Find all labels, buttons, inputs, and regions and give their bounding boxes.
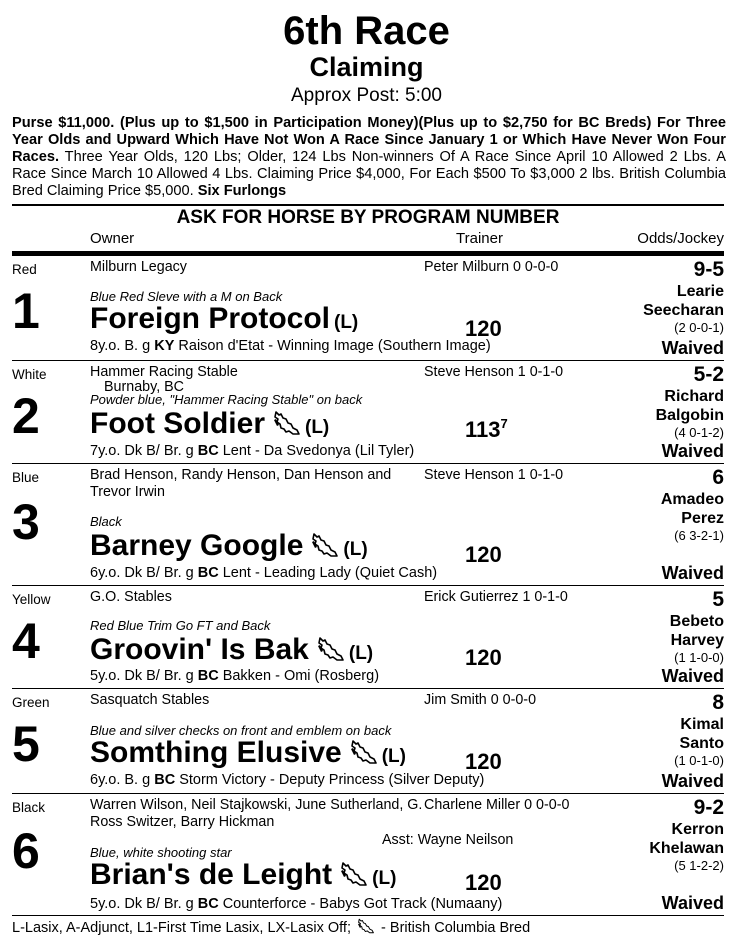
apprentice-allowance: 7 [500, 416, 508, 431]
age-sex: 7y.o. Dk B/ Br. g [90, 443, 198, 459]
horse-line [90, 407, 329, 441]
odds-jockey [670, 588, 724, 665]
entry-divider [12, 915, 724, 916]
program-number: 1 [12, 283, 40, 339]
horse-name: Barney Google [90, 529, 304, 562]
silks: Blue Red Sleve with a M on Back [90, 289, 283, 304]
medication: (L) [381, 746, 406, 767]
owner: Warren Wilson, Neil Stajkowski, June Sutherland, G. Ross Switzer, Barry Hickman [90, 797, 423, 830]
owner: Brad Henson, Randy Henson, Dan Henson and Trevor Irwin [90, 467, 392, 500]
column-owner: Owner [90, 230, 135, 247]
silks: Blue, white shooting star [90, 845, 232, 860]
breeding [90, 443, 414, 460]
horse-line [90, 529, 368, 563]
age-sex: 6y.o. Dk B/ Br. g [90, 565, 198, 581]
silks: Blue and silver checks on front and emblem on back [90, 723, 392, 738]
weight-value: 120 [465, 645, 502, 670]
jockey-record: (1 0-1-0) [674, 753, 724, 768]
breeding [90, 896, 502, 913]
horse-line [90, 736, 406, 770]
legend-text: L-Lasix, A-Adjunct, L1-First Time Lasix, LX-Lasix Off; [12, 920, 351, 936]
age-sex: 5y.o. Dk B/ Br. g [90, 896, 198, 912]
jockey-last-name: Perez [681, 510, 724, 527]
jockey-record: (6 3-2-1) [674, 528, 724, 543]
jockey-first-name: Bebeto [669, 613, 724, 630]
conditions-purse: Purse $11,000. (Plus up to $1,500 in Participation Money)(Plus up to $2,750 for BC Breds) For Three Year Olds and Upward Which Have Not Won A Race Since January 1 or Which Have Never Won Four Races. [12, 115, 726, 165]
owner: Milburn Legacy [90, 259, 187, 275]
age-sex: 6y.o. B. g [90, 772, 155, 788]
saddle-color: Black [12, 800, 46, 815]
column-odds-jockey: Odds/Jockey [637, 230, 724, 247]
saddle-color: Red [12, 262, 37, 277]
claim-status: Waived [661, 771, 724, 791]
jockey-first-name: Kerron [671, 821, 724, 838]
weight-value: 120 [465, 749, 502, 774]
jockey-first-name: Kimal [680, 716, 724, 733]
claim-status: Waived [661, 338, 724, 358]
claim-status: Waived [661, 563, 724, 583]
horse-name: Foot Soldier [90, 407, 265, 440]
trainer: Steve Henson 1 0-1-0 [424, 364, 564, 380]
breeding [90, 565, 437, 582]
column-trainer: Trainer [456, 230, 503, 247]
morning-line-odds: 9-2 [693, 796, 724, 819]
program-number: 6 [12, 823, 40, 879]
saddle-color: Yellow [12, 592, 51, 607]
claim-status: Waived [661, 441, 724, 461]
horse-name: Brian's de Leight [90, 858, 333, 891]
horse-name: Foreign Protocol [90, 302, 330, 335]
race-title: 6th Race [283, 9, 450, 53]
medication: (L) [348, 643, 374, 664]
weight-value: 120 [465, 870, 502, 895]
breeding [90, 338, 491, 355]
race-type: Claiming [309, 52, 424, 82]
program-number: 2 [12, 388, 40, 444]
jockey-record: (1 1-0-0) [674, 650, 724, 665]
weight-value: 113 [465, 417, 501, 442]
horse-line [90, 633, 373, 667]
owner: Sasquatch Stables [90, 692, 210, 708]
state-bred: BC [197, 896, 219, 912]
claim-status: Waived [661, 666, 724, 686]
owner: G.O. Stables [90, 589, 172, 605]
jockey-record: (4 0-1-2) [674, 425, 724, 440]
jockey-last-name: Khelawan [649, 840, 724, 857]
jockey-last-name: Santo [679, 735, 724, 752]
trainer: Steve Henson 1 0-1-0 [424, 467, 564, 483]
odds-jockey [661, 466, 724, 543]
jockey-last-name: Seecharan [643, 302, 724, 319]
bc-icon [340, 861, 368, 887]
trainer: Peter Milburn 0 0-0-0 [424, 259, 559, 275]
legend-bc-text: - British Columbia Bred [377, 920, 531, 936]
saddle-color: Blue [12, 470, 40, 485]
program-number: 4 [12, 613, 40, 669]
trainer: Erick Gutierrez 1 0-1-0 [424, 589, 568, 605]
pedigree: Storm Victory - Deputy Princess (Silver Deputy) [175, 772, 485, 788]
jockey-first-name: Learie [676, 283, 724, 300]
breeding [90, 668, 379, 685]
breeding [90, 772, 484, 789]
owner-location: Burnaby, BC [104, 379, 184, 395]
entry-3 [12, 464, 724, 586]
race-header [0, 0, 733, 108]
weight-value: 120 [465, 316, 502, 341]
weight-value: 120 [465, 542, 502, 567]
entry-4 [12, 586, 724, 689]
odds-jockey [674, 691, 724, 768]
saddle-color: Green [12, 695, 50, 710]
bc-icon [357, 918, 375, 934]
ask-banner: ASK FOR HORSE BY PROGRAM NUMBER [12, 204, 724, 230]
silks: Black [90, 514, 122, 529]
post-time: Approx Post: 5:00 [290, 85, 443, 106]
state-bred: BC [154, 772, 176, 788]
weight [465, 536, 502, 568]
legend [12, 918, 530, 937]
conditions-distance: Six Furlongs [193, 183, 287, 199]
morning-line-odds: 9-5 [693, 258, 724, 281]
silks: Powder blue, "Hammer Racing Stable" on back [90, 392, 363, 407]
horse-line [90, 302, 358, 336]
pedigree: Counterforce - Babys Got Track (Numaany) [218, 896, 503, 912]
horse-line [90, 858, 396, 892]
owner: Hammer Racing Stable [90, 364, 238, 380]
entry-5 [12, 689, 724, 794]
state-bred: KY [154, 338, 175, 354]
jockey-first-name: Richard [664, 388, 724, 405]
silks: Red Blue Trim Go FT and Back [90, 618, 271, 633]
morning-line-odds: 6 [712, 466, 724, 489]
program-number: 3 [12, 494, 40, 550]
entry-6 [12, 794, 724, 916]
bc-icon [317, 636, 345, 662]
assistant-trainer: Asst: Wayne Neilson [382, 832, 514, 848]
jockey-record: (5 1-2-2) [674, 858, 724, 873]
jockey-first-name: Amadeo [660, 491, 724, 508]
bc-icon [273, 410, 301, 436]
state-bred: BC [197, 565, 219, 581]
weight [465, 639, 502, 671]
conditions-weights: Three Year Olds, 120 Lbs; Older, 124 Lbs Non-winners Of A Race Since April 10 Allowed 2 Lbs. A Race Since March 10 Allowed 4 Lbs. Claiming Price $4,000, For Each $500 To $3,000 2 lbs. British Columbia Bred Claiming Price $5,000. [12, 149, 726, 199]
program-number: 5 [12, 716, 40, 772]
horse-name: Groovin' Is Bak [90, 633, 309, 666]
trainer: Charlene Miller 0 0-0-0 [424, 797, 570, 813]
morning-line-odds: 5-2 [693, 363, 724, 386]
medication: (L) [334, 312, 359, 333]
weight [465, 864, 502, 896]
trainer: Jim Smith 0 0-0-0 [424, 692, 537, 708]
horse-name: Somthing Elusive [90, 736, 342, 769]
jockey-record: (2 0-0-1) [674, 320, 724, 335]
odds-jockey [643, 258, 724, 335]
morning-line-odds: 5 [712, 588, 724, 611]
medication: (L) [372, 868, 397, 889]
race-conditions [12, 115, 726, 200]
pedigree: Bakken - Omi (Rosberg) [218, 668, 380, 684]
jockey-last-name: Balgobin [655, 407, 724, 424]
morning-line-odds: 8 [712, 691, 724, 714]
pedigree: Raison d'Etat - Winning Image (Southern Image) [174, 338, 491, 354]
weight [465, 411, 508, 443]
state-bred: BC [197, 443, 219, 459]
odds-jockey [656, 363, 724, 440]
saddle-color: White [12, 367, 47, 382]
entry-1 [12, 256, 724, 361]
age-sex: 5y.o. Dk B/ Br. g [90, 668, 198, 684]
weight [465, 743, 502, 775]
medication: (L) [305, 417, 330, 438]
pedigree: Lent - Da Svedonya (Lil Tyler) [218, 443, 415, 459]
medication: (L) [343, 539, 368, 560]
state-bred: BC [197, 668, 219, 684]
age-sex: 8y.o. B. g [90, 338, 155, 354]
odds-jockey [649, 796, 724, 873]
entry-2 [12, 361, 724, 464]
bc-icon [350, 739, 378, 765]
jockey-last-name: Harvey [670, 632, 724, 649]
bc-icon [311, 532, 339, 558]
claim-status: Waived [661, 893, 724, 913]
pedigree: Lent - Leading Lady (Quiet Cash) [218, 565, 438, 581]
